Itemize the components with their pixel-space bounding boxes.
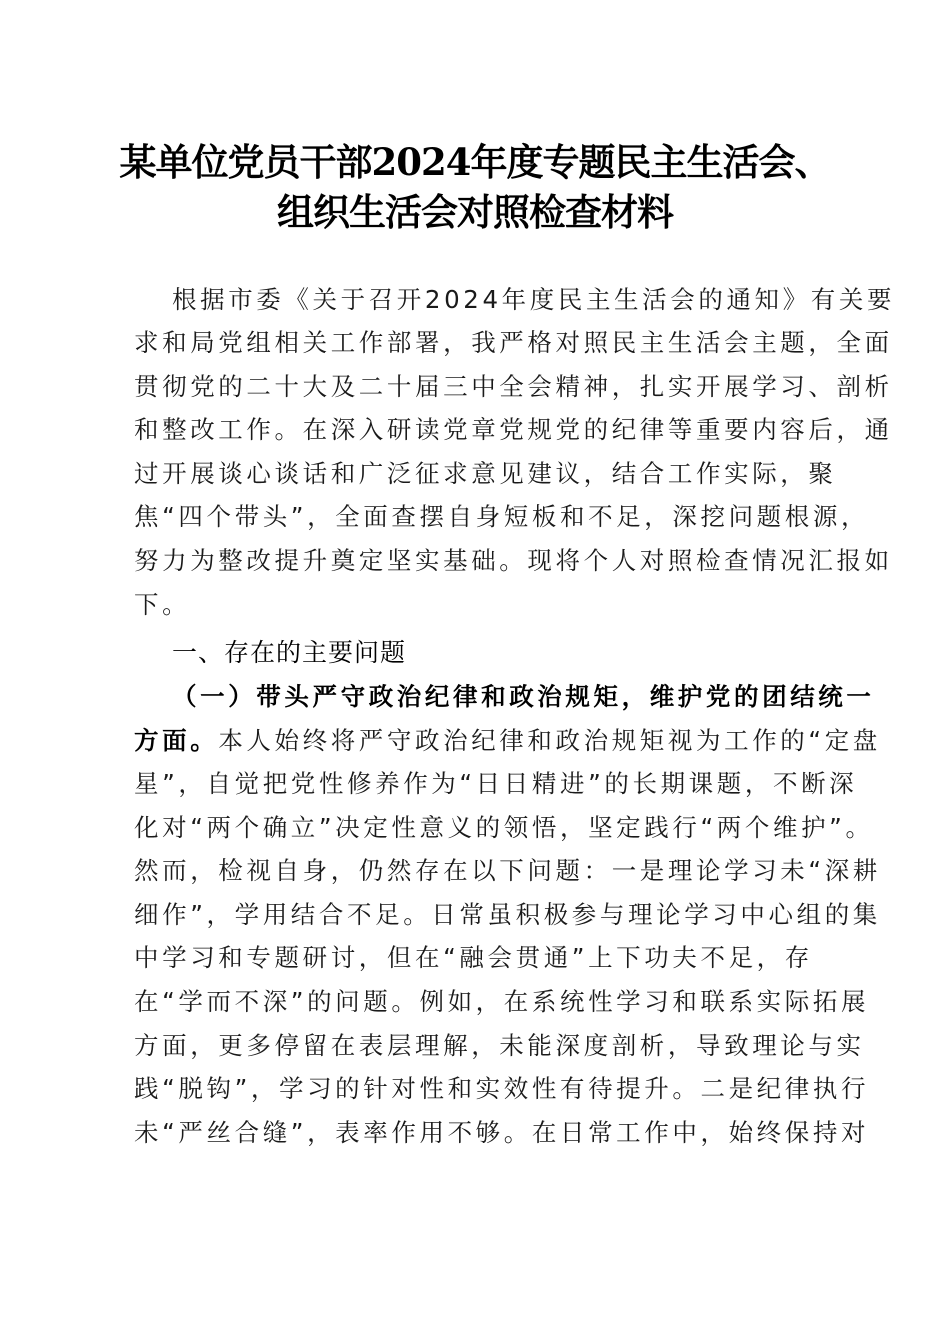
- subsection-text: 本人始终将严守政治纪律和政治规矩视为工作的“定盘: [218, 726, 881, 755]
- intro-line: 焦“四个带头”，全面查摆自身短板和不足，深挖问题根源，: [134, 502, 870, 531]
- intro-line: 贯彻党的二十大及二十届三中全会精神，扎实开展学习、剖析: [134, 372, 893, 401]
- intro-line: 求和局党组相关工作部署，我严格对照民主生活会主题，全面: [134, 328, 893, 357]
- subsection-line: [134, 724, 881, 758]
- intro-line: 根据市委《关于召开2024年度民主生活会的通知》有关要: [172, 285, 896, 314]
- intro-line: 和整改工作。在深入研读党章党规党的纪律等重要内容后，通: [134, 415, 893, 444]
- document-title-line-1: 某单位党员干部2024年度专题民主生活会、: [119, 140, 831, 184]
- subsection-line: 星”，自觉把党性修养作为“日日精进”的长期课题，不断深: [134, 769, 858, 798]
- subsection-line: 化对“两个确立”决定性意义的领悟，坚定践行“两个维护”。: [134, 813, 874, 842]
- subsection-line: 然而，检视自身，仍然存在以下问题：一是理论学习未“深耕: [134, 856, 881, 885]
- intro-line: 下。: [134, 590, 191, 619]
- intro-line: 努力为整改提升奠定坚实基础。现将个人对照检查情况汇报如: [134, 546, 893, 575]
- subsection-line: 细作”，学用结合不足。日常虽积极参与理论学习中心组的集: [134, 900, 881, 929]
- section-heading-main-problems: 一、存在的主要问题: [172, 638, 407, 667]
- document-title-line-2: 组织生活会对照检查材料: [277, 190, 673, 234]
- subsection-line: 中学习和专题研讨，但在“融会贯通”上下功夫不足，存: [134, 943, 813, 972]
- subsection-heading-end: 方面。: [134, 726, 219, 755]
- subsection-line: 在“学而不深”的问题。例如，在系统性学习和联系实际拓展: [134, 987, 870, 1016]
- intro-line: 过开展谈心谈话和广泛征求意见建议，结合工作实际，聚: [134, 459, 837, 488]
- subsection-line: 践“脱钩”，学习的针对性和实效性有待提升。二是纪律执行: [134, 1074, 870, 1103]
- subsection-line: 方面，更多停留在表层理解，未能深度剖析，导致理论与实: [134, 1031, 865, 1060]
- subsection-heading: （一）带头严守政治纪律和政治规矩，维护党的团结统一: [172, 682, 875, 711]
- subsection-line: 未“严丝合缝”，表率作用不够。在日常工作中，始终保持对: [134, 1118, 870, 1147]
